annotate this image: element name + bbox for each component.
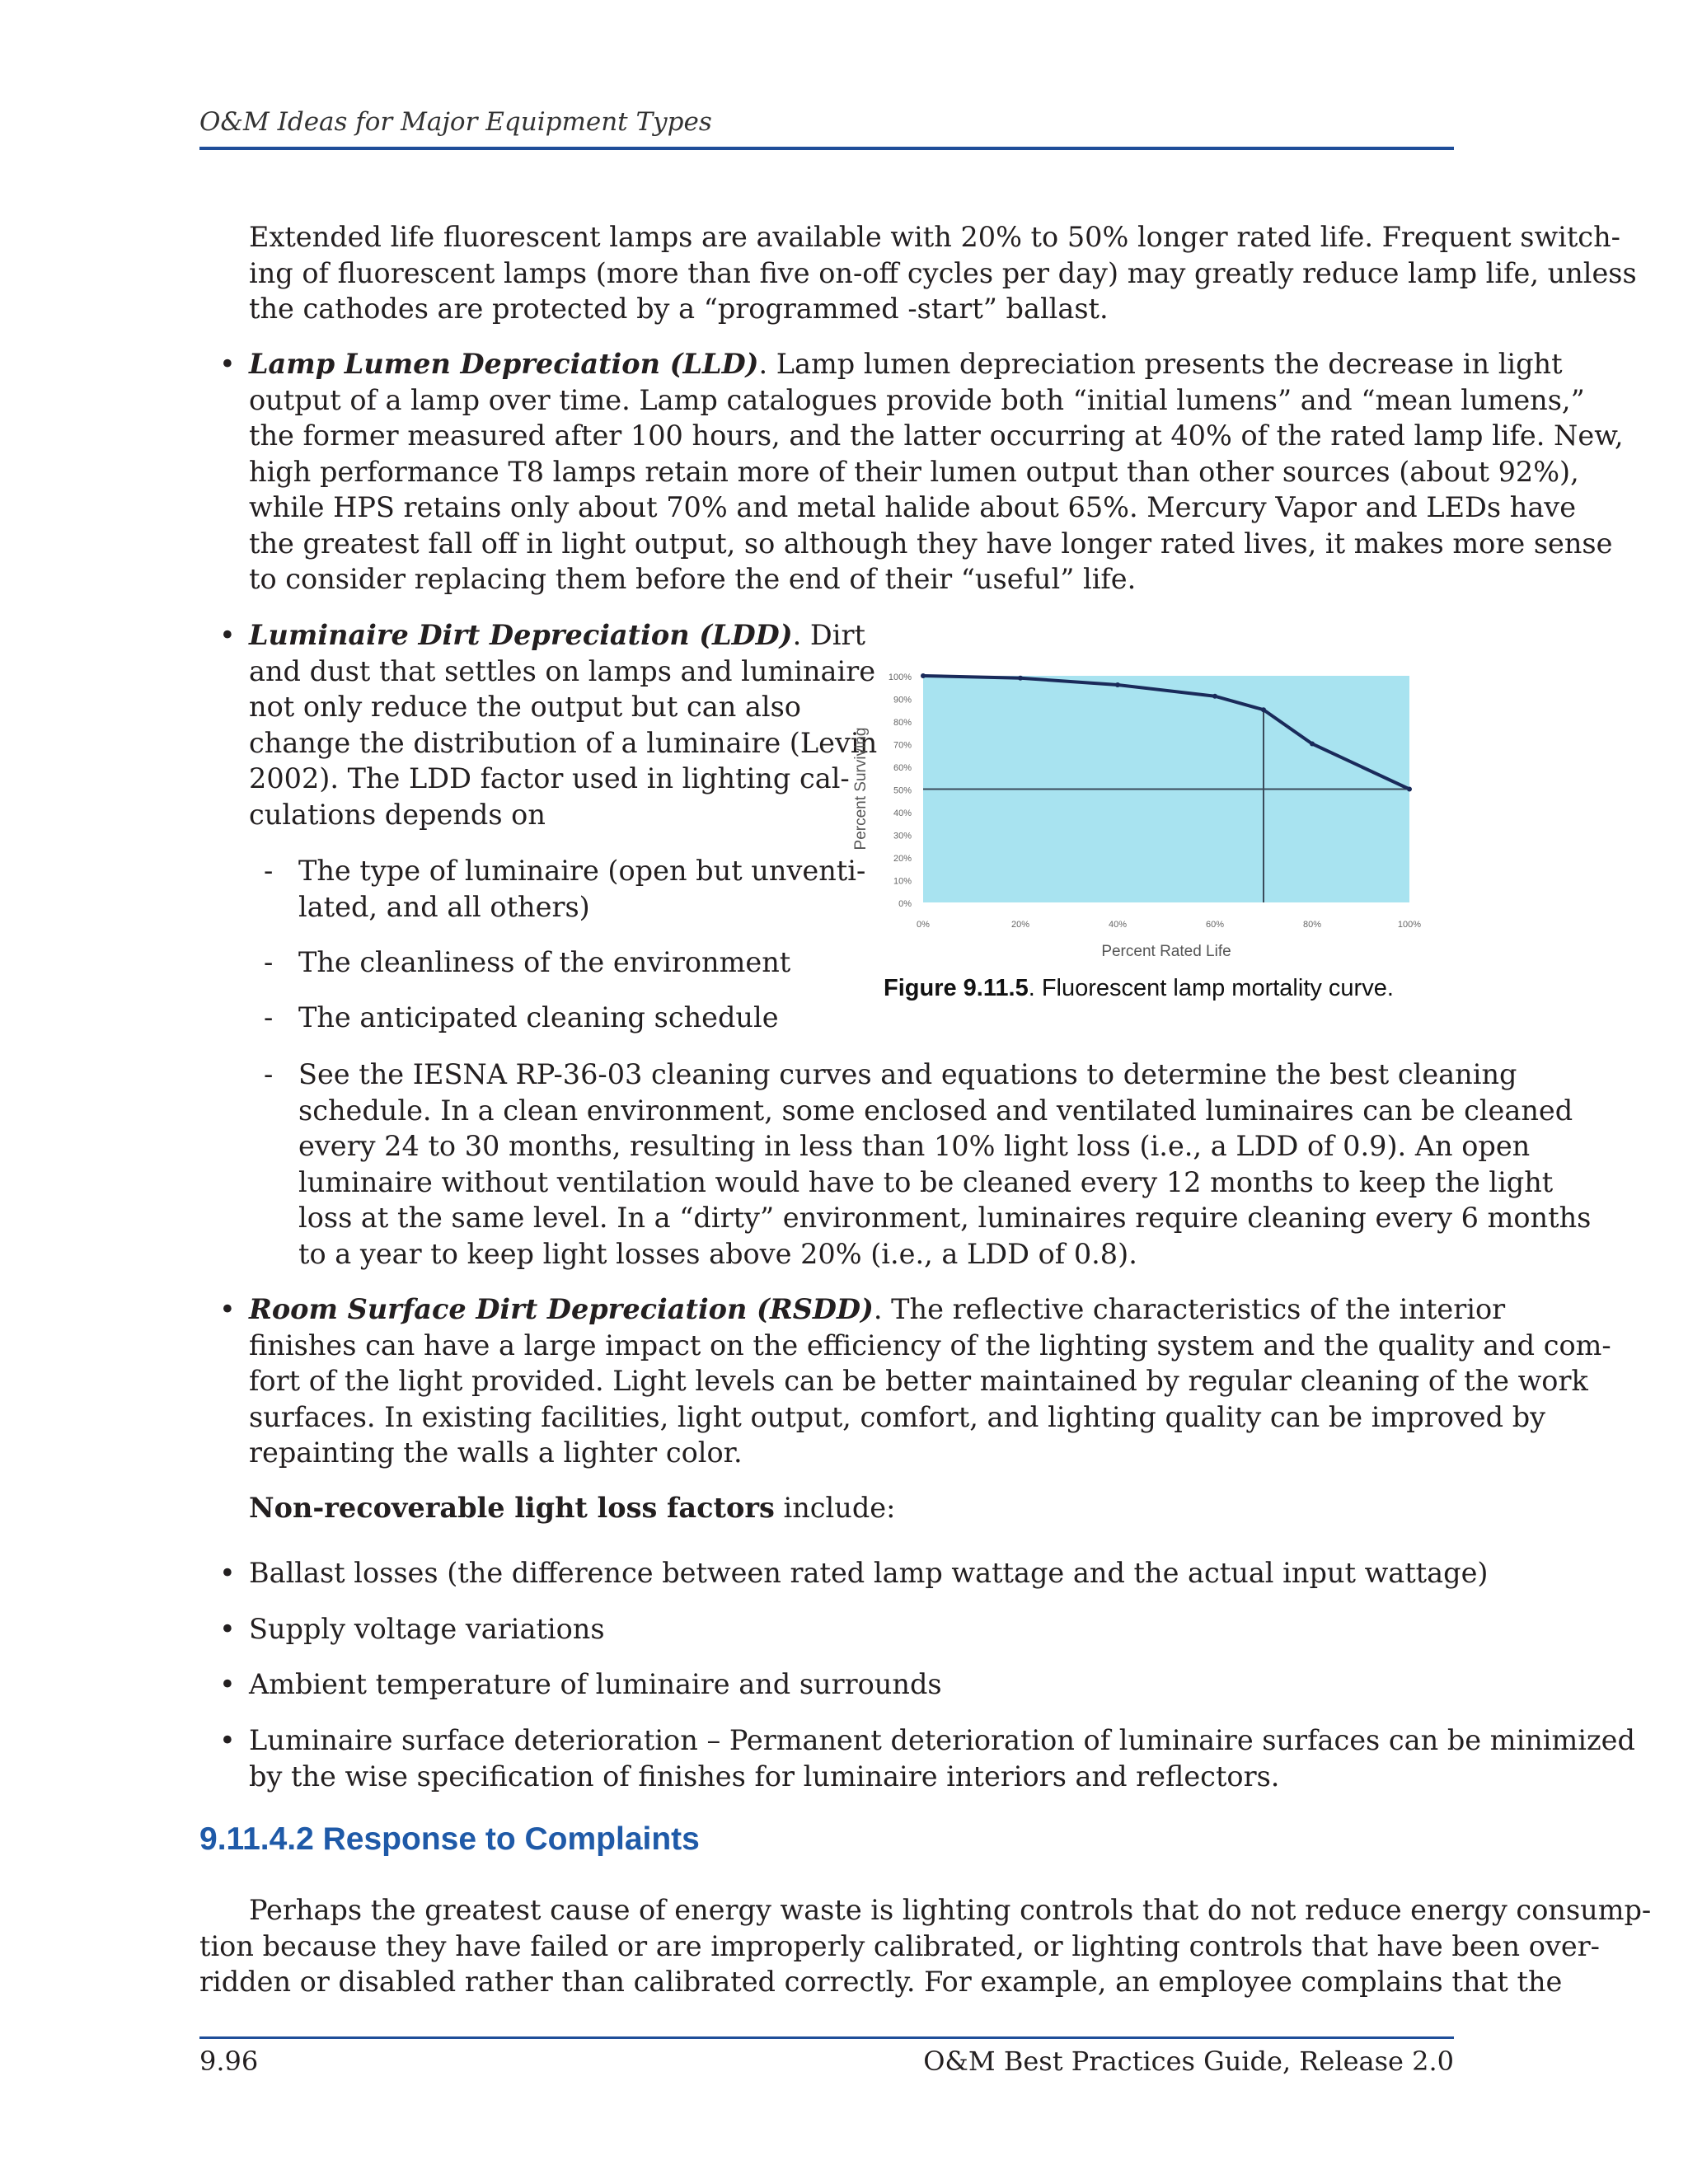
bullet-ballast	[219, 1555, 1489, 1591]
dash-mark: -	[264, 1001, 274, 1033]
data-point	[1212, 694, 1217, 699]
intro-line: ing of fluorescent lamps (more than five on-off cycles per day) may greatly reduce lamp life, unless	[249, 256, 1637, 289]
intro-line: Extended life fluorescent lamps are available with 20% to 50% longer rated life. Frequent switch-	[249, 221, 1620, 253]
dash-line: luminaire without ventilation would have to be cleaned every 12 months to keep the light	[298, 1165, 1554, 1198]
lld-line: while HPS retains only about 70% and metal halide about 65%. Mercury Vapor and LEDs have	[249, 491, 1577, 523]
data-point	[1310, 742, 1315, 747]
bullet-dot: •	[219, 619, 236, 651]
closing-line: ridden or disabled rather than calibrated correctly. For example, an employee complains that the	[199, 1966, 1563, 1998]
x-axis-label: Percent Rated Life	[1101, 943, 1231, 960]
list-item: Supply voltage variations	[249, 1613, 605, 1645]
dash-item-luminaire-type	[264, 853, 866, 925]
dash-line: The anticipated cleaning schedule	[298, 1001, 779, 1033]
bullet-dot: •	[219, 348, 236, 380]
intro-paragraph	[249, 219, 1637, 327]
nonrec-intro	[249, 1490, 895, 1526]
bullet-ldd	[219, 617, 878, 832]
bullet-dot: •	[219, 1724, 236, 1756]
list-item: by the wise specification of finishes for luminaire interiors and reflectors.	[249, 1760, 1280, 1793]
nonrec-rest: include:	[774, 1492, 896, 1524]
dash-line: lated, and all others)	[298, 890, 590, 923]
data-point	[921, 673, 926, 678]
dash-item-cleanliness	[264, 944, 791, 981]
bullet-dot: •	[219, 1668, 236, 1700]
ldd-line	[249, 617, 877, 654]
dash-line: The type of luminaire (open but unventi-	[298, 855, 866, 887]
figure-label: Figure 9.11.5	[884, 975, 1029, 1001]
x-tick-label: 0%	[917, 920, 930, 930]
dash-mark: -	[264, 1058, 274, 1090]
ldd-line: change the distribution of a luminaire (Levin	[249, 726, 878, 759]
rsdd-line: finishes can have a large impact on the efficiency of the lighting system and the quality and com-	[249, 1329, 1611, 1361]
x-tick-label: 20%	[1010, 920, 1030, 930]
running-head: O&M Ideas for Major Equipment Types	[199, 107, 712, 137]
bullet-dot: •	[219, 1293, 236, 1325]
list-item: Ballast losses (the difference between rated lamp wattage and the actual input wattage)	[249, 1557, 1489, 1589]
figure-caption-text: . Fluorescent lamp mortality curve.	[1028, 975, 1394, 1001]
header-rule	[199, 147, 1454, 150]
y-tick-label: 90%	[893, 695, 912, 705]
y-tick-label: 50%	[893, 785, 912, 796]
y-tick-label: 40%	[893, 808, 912, 818]
lld-line: high performance T8 lamps retain more of their lumen output than other sources (about 92%),	[249, 455, 1579, 488]
dash-line: every 24 to 30 months, resulting in less than 10% light loss (i.e., a LDD of 0.9). An open	[298, 1130, 1531, 1162]
x-tick-label: 40%	[1108, 920, 1128, 930]
y-tick-label: 80%	[893, 718, 912, 728]
rsdd-title: Room Surface Dirt Depreciation (RSDD)	[249, 1293, 874, 1325]
lld-title: Lamp Lumen Depreciation (LLD)	[249, 348, 759, 380]
y-tick-label: 0%	[898, 899, 912, 909]
footer-rule	[199, 2036, 1454, 2039]
dash-mark: -	[264, 855, 274, 887]
rsdd-text: . The reflective characteristics of the interior	[873, 1293, 1506, 1325]
lld-line: the greatest fall off in light output, so although they have longer rated lives, it makes more sense	[249, 527, 1613, 560]
closing-paragraph	[199, 1892, 1651, 2000]
dash-line: See the IESNA RP-36-03 cleaning curves and equations to determine the best cleaning	[298, 1058, 1517, 1090]
bullet-lld	[219, 346, 1624, 598]
ldd-line: 2002). The LDD factor used in lighting cal-	[249, 762, 850, 794]
lld-line	[249, 346, 1624, 382]
ldd-line: not only reduce the output but can also	[249, 691, 801, 723]
ldd-line: and dust that settles on lamps and luminaire	[249, 654, 876, 687]
y-tick-label: 10%	[893, 876, 912, 887]
data-point	[1018, 676, 1023, 681]
dash-item-iesna	[264, 1057, 1592, 1272]
intro-line: the cathodes are protected by a “programmed -start” ballast.	[249, 293, 1109, 325]
lld-text: . Lamp lumen depreciation presents the decrease in light	[758, 348, 1563, 380]
dash-line: schedule. In a clean environment, some enclosed and ventilated luminaires can be cleaned	[298, 1094, 1573, 1127]
rsdd-line	[249, 1291, 1611, 1328]
lld-line: to consider replacing them before the end of their “useful” life.	[249, 563, 1137, 595]
bullet-ambient	[219, 1666, 942, 1703]
data-point	[1115, 682, 1120, 687]
dash-line: The cleanliness of the environment	[298, 946, 791, 978]
dash-line: loss at the same level. In a “dirty” environment, luminaires require cleaning every 6 months	[298, 1202, 1592, 1234]
chart-svg	[841, 651, 1422, 972]
bullet-rsdd	[219, 1291, 1611, 1471]
rsdd-line: repainting the walls a lighter color.	[249, 1436, 743, 1469]
dash-line: to a year to keep light losses above 20% (i.e., a LDD of 0.8).	[298, 1237, 1137, 1270]
figure-caption	[884, 975, 1394, 1002]
bullet-dot: •	[219, 1557, 236, 1589]
ldd-text: . Dirt	[792, 619, 865, 651]
rsdd-line: surfaces. In existing facilities, light output, comfort, and lighting quality can be improved by	[249, 1400, 1546, 1433]
nonrec-bold: Non-recoverable light loss factors	[249, 1492, 775, 1524]
y-tick-label: 20%	[893, 854, 912, 864]
y-tick-label: 30%	[893, 831, 912, 841]
lld-line: output of a lamp over time. Lamp catalogues provide both “initial lumens” and “mean lumens,”	[249, 383, 1585, 416]
x-tick-label: 60%	[1205, 920, 1225, 930]
section-heading: 9.11.4.2 Response to Complaints	[199, 1821, 700, 1857]
x-tick-label: 100%	[1397, 920, 1422, 930]
data-point	[1407, 787, 1412, 792]
y-axis-label: Percent Surviving	[852, 727, 870, 851]
data-point	[1261, 707, 1266, 712]
ldd-title: Luminaire Dirt Depreciation (LDD)	[249, 619, 793, 651]
ldd-line: culations depends on	[249, 798, 546, 831]
lld-line: the former measured after 100 hours, and the latter occurring at 40% of the rated lamp life. New,	[249, 419, 1624, 452]
dash-item-schedule	[264, 1000, 779, 1036]
closing-line: Perhaps the greatest cause of energy waste is lighting controls that do not reduce energy consump-	[249, 1894, 1652, 1926]
bullet-surface	[219, 1722, 1635, 1794]
page-number: 9.96	[199, 2046, 259, 2077]
bullet-voltage	[219, 1611, 605, 1647]
dash-mark: -	[264, 946, 274, 978]
list-item: Luminaire surface deterioration – Permanent deterioration of luminaire surfaces can be minimized	[249, 1724, 1635, 1756]
bullet-dot: •	[219, 1613, 236, 1645]
y-tick-label: 60%	[893, 763, 912, 773]
guide-title: O&M Best Practices Guide, Release 2.0	[923, 2046, 1454, 2077]
closing-line: tion because they have failed or are improperly calibrated, or lighting controls that have been over-	[199, 1929, 1600, 1962]
rsdd-line: fort of the light provided. Light levels can be better maintained by regular cleaning of the work	[249, 1365, 1588, 1397]
mortality-chart	[841, 651, 1422, 972]
list-item: Ambient temperature of luminaire and surrounds	[249, 1668, 942, 1700]
y-tick-label: 70%	[893, 740, 912, 751]
x-tick-label: 80%	[1302, 920, 1322, 930]
y-tick-label: 100%	[888, 673, 912, 682]
